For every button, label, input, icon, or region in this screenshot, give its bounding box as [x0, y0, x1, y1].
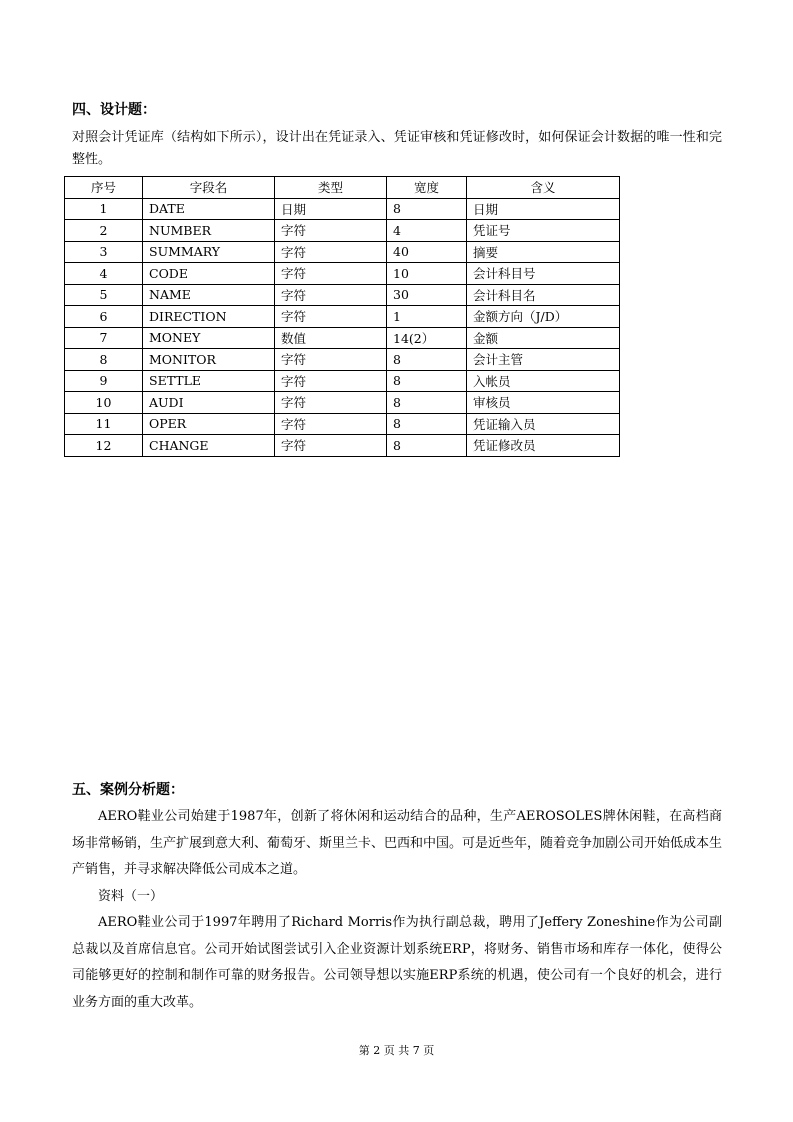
cell-meaning: 凭证输入员	[467, 413, 620, 435]
cell-field-name: MONITOR	[143, 349, 275, 371]
table-row	[65, 306, 620, 328]
header-type: 类型	[275, 177, 387, 199]
table-row	[65, 435, 620, 457]
cell-meaning: 会计科目名	[467, 284, 620, 306]
cell-meaning: 会计科目号	[467, 263, 620, 285]
case-paragraph-2: AERO鞋业公司于1997年聘用了Richard Morris作为执行副总裁，聘用了Jeffery Zoneshine作为公司副总裁以及首席信息官。公司开始试图尝试引入企业资源计划系统ERP，将财务、销售市场和库存一体化，使得公司能够更好的控制和制作可靠的财务报告。公司领导想以实施ERP系统的机遇，使公司有一个良好的机会，进行业务方面的重大改革。	[72, 915, 722, 1010]
table-row	[65, 241, 620, 263]
cell-field-name: MONEY	[143, 327, 275, 349]
section-4-heading: 四、设计题：	[72, 102, 156, 118]
cell-field-name: SUMMARY	[143, 241, 275, 263]
cell-width: 40	[387, 241, 467, 263]
voucher-structure-table	[64, 176, 620, 457]
cell-seq: 10	[65, 392, 143, 414]
table-row	[65, 349, 620, 371]
cell-field-name: CHANGE	[143, 435, 275, 457]
cell-meaning: 摘要	[467, 241, 620, 263]
cell-field-name: DATE	[143, 198, 275, 220]
cell-seq: 11	[65, 413, 143, 435]
cell-width: 8	[387, 370, 467, 392]
cell-field-name: DIRECTION	[143, 306, 275, 328]
cell-seq: 7	[65, 327, 143, 349]
cell-meaning: 金额	[467, 327, 620, 349]
cell-meaning: 会计主管	[467, 349, 620, 371]
cell-type: 字符	[275, 413, 387, 435]
cell-width: 8	[387, 392, 467, 414]
cell-meaning: 金额方向（J/D）	[467, 306, 620, 328]
cell-type: 字符	[275, 220, 387, 242]
cell-field-name: SETTLE	[143, 370, 275, 392]
table-header-row	[65, 177, 620, 199]
cell-width: 4	[387, 220, 467, 242]
cell-seq: 4	[65, 263, 143, 285]
cell-seq: 5	[65, 284, 143, 306]
cell-seq: 3	[65, 241, 143, 263]
cell-width: 8	[387, 349, 467, 371]
cell-width: 10	[387, 263, 467, 285]
header-seq: 序号	[65, 177, 143, 199]
cell-type: 数值	[275, 327, 387, 349]
cell-seq: 2	[65, 220, 143, 242]
table-row	[65, 220, 620, 242]
cell-width: 8	[387, 198, 467, 220]
table-row	[65, 327, 620, 349]
cell-type: 字符	[275, 392, 387, 414]
cell-type: 字符	[275, 306, 387, 328]
case-paragraph-1: AERO鞋业公司始建于1987年，创新了将休闲和运动结合的品种，生产AEROSOLES牌休闲鞋，在高档商场非常畅销，生产扩展到意大利、葡萄牙、斯里兰卡、巴西和中国。可是近些年，随着竞争加剧公司开始低成本生产销售，并寻求解决降低公司成本之道。	[72, 809, 723, 877]
cell-width: 8	[387, 435, 467, 457]
cell-meaning: 日期	[467, 198, 620, 220]
header-field-name: 字段名	[143, 177, 275, 199]
cell-width: 8	[387, 413, 467, 435]
cell-seq: 8	[65, 349, 143, 371]
table-row	[65, 370, 620, 392]
cell-meaning: 凭证修改员	[467, 435, 620, 457]
cell-type: 字符	[275, 263, 387, 285]
table-row	[65, 198, 620, 220]
table-row	[65, 392, 620, 414]
cell-seq: 12	[65, 435, 143, 457]
cell-seq: 9	[65, 370, 143, 392]
cell-field-name: NAME	[143, 284, 275, 306]
table-row	[65, 263, 620, 285]
section-4-question: 对照会计凭证库（结构如下所示），设计出在凭证录入、凭证审核和凭证修改时，如何保证会计数据的唯一性和完整性。	[72, 130, 722, 167]
cell-width: 14(2）	[387, 327, 467, 349]
page-footer: 第 2 页 共 7 页	[358, 1044, 435, 1057]
cell-type: 字符	[275, 349, 387, 371]
cell-seq: 6	[65, 306, 143, 328]
table-row	[65, 413, 620, 435]
table-row	[65, 284, 620, 306]
cell-field-name: NUMBER	[143, 220, 275, 242]
cell-meaning: 审核员	[467, 392, 620, 414]
cell-field-name: CODE	[143, 263, 275, 285]
cell-type: 字符	[275, 284, 387, 306]
header-width: 宽度	[387, 177, 467, 199]
cell-field-name: OPER	[143, 413, 275, 435]
cell-type: 日期	[275, 198, 387, 220]
cell-type: 字符	[275, 241, 387, 263]
cell-type: 字符	[275, 435, 387, 457]
cell-seq: 1	[65, 198, 143, 220]
header-meaning: 含义	[467, 177, 620, 199]
case-analysis-body	[72, 804, 722, 1016]
cell-meaning: 入帐员	[467, 370, 620, 392]
material-label: 资料（一）	[98, 888, 164, 904]
cell-field-name: AUDI	[143, 392, 275, 414]
cell-meaning: 凭证号	[467, 220, 620, 242]
cell-width: 30	[387, 284, 467, 306]
cell-width: 1	[387, 306, 467, 328]
cell-type: 字符	[275, 370, 387, 392]
section-5-heading: 五、案例分析题：	[72, 782, 184, 798]
